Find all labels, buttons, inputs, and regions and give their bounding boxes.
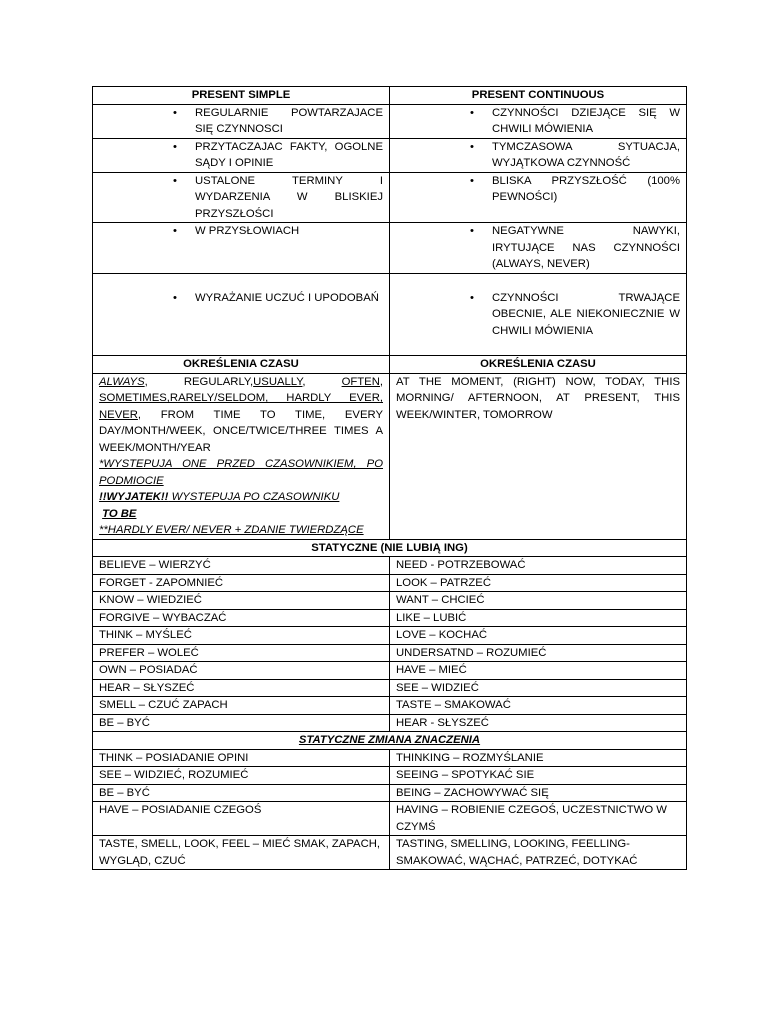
verb-right: LIKE – LUBIĆ xyxy=(390,609,687,627)
verb-left: BE – BYĆ xyxy=(93,714,390,732)
time-expressions-simple xyxy=(93,373,390,539)
bullet-icon: • xyxy=(173,106,177,119)
meaning-change-row xyxy=(93,749,687,767)
bullet-text: BLISKA PRZYSZŁOŚĆ (100% PEWNOŚCI) xyxy=(492,174,680,203)
bullet-icon: • xyxy=(470,291,474,304)
bullet-text: CZYNNOŚCI TRWAJĄCE OBECNIE, ALE NIEKONIECZNIE W CHWILI MÓWIENIA xyxy=(492,291,680,337)
bullet-item xyxy=(99,223,383,240)
stative-row xyxy=(93,714,687,732)
word-never: NEVER xyxy=(99,408,138,421)
bullet-item xyxy=(396,105,680,138)
meaning-change-row xyxy=(93,767,687,785)
bullet-text: USTALONE TERMINY I WYDARZENIA W BLISKIEJ PRZYSZŁOŚCI xyxy=(195,174,383,220)
bullet-item xyxy=(396,290,680,340)
stative-row xyxy=(93,592,687,610)
verb-right: SEEING – SPOTYKAĆ SIE xyxy=(390,767,687,785)
usage-simple xyxy=(93,273,390,356)
bullet-text: WYRAŻANIE UCZUĆ I UPODOBAŃ xyxy=(195,291,379,304)
stative-row xyxy=(93,574,687,592)
verb-right: LOOK – PATRZEĆ xyxy=(390,574,687,592)
stative-row xyxy=(93,644,687,662)
usage-row xyxy=(93,138,687,172)
word-sometimes: SOMETIMES,RARELY/SELDOM, HARDLY EVER, xyxy=(99,392,383,404)
word-often: OFTEN, xyxy=(341,375,383,388)
meaning-change-row xyxy=(93,784,687,802)
usage-continuous xyxy=(390,138,687,172)
verb-right: WANT – CHCIEĆ xyxy=(390,592,687,610)
bullet-item xyxy=(396,173,680,206)
meaning-change-row xyxy=(93,836,687,870)
time-header-row xyxy=(93,356,687,374)
usage-row xyxy=(93,223,687,274)
to-be-line xyxy=(99,506,383,523)
header-row xyxy=(93,87,687,105)
bullet-icon: • xyxy=(470,106,474,119)
bullet-icon: • xyxy=(470,174,474,187)
word-always: ALWAYS xyxy=(99,375,145,388)
meaning-change-row xyxy=(93,802,687,836)
usage-simple xyxy=(93,138,390,172)
verb-right: THINKING – ROZMYŚLANIE xyxy=(390,749,687,767)
verb-right: TASTE – SMAKOWAĆ xyxy=(390,697,687,715)
header-present-continuous: PRESENT CONTINUOUS xyxy=(390,87,687,105)
time-expressions-continuous: AT THE MOMENT, (RIGHT) NOW, TODAY, THIS MORNING/ AFTERNOON, AT PRESENT, THIS WEEK/WINTER, TOMORROW xyxy=(390,373,687,539)
time-expressions-rest: , FROM TIME TO TIME, EVERY DAY/MONTH/WEEK, ONCE/TWICE/THREE TIMES A WEEK/MONTH/YEAR xyxy=(99,408,383,454)
bullet-item xyxy=(396,139,680,172)
bullet-icon: • xyxy=(470,225,474,237)
bullet-icon: • xyxy=(173,140,177,153)
bullet-text: REGULARNIE POWTARZAJACE SIĘ CZYNNOSCI xyxy=(195,106,383,135)
exception-text: WYSTEPUJA PO CZASOWNIKU xyxy=(168,491,340,503)
verb-right: HAVING – ROBIENIE CZEGOŚ, UCZESTNICTWO W CZYMŚ xyxy=(390,802,687,836)
word-usually: USUALLY, xyxy=(253,375,306,388)
word-regularly: , REGULARLY, xyxy=(144,375,254,388)
bullet-item xyxy=(99,105,383,138)
verb-left: FORGET - ZAPOMNIEĆ xyxy=(93,574,390,592)
usage-continuous xyxy=(390,223,687,274)
to-be: TO BE xyxy=(102,507,137,520)
stative-row xyxy=(93,557,687,575)
verb-right: SEE – WIDZIEĆ xyxy=(390,679,687,697)
usage-continuous xyxy=(390,172,687,223)
verb-right: NEED - POTRZEBOWAĆ xyxy=(390,557,687,575)
usage-simple xyxy=(93,172,390,223)
bullet-item xyxy=(99,173,383,223)
verb-right: TASTING, SMELLING, LOOKING, FEELLING- SMAKOWAĆ, WĄCHAĆ, PATRZEĆ, DOTYKAĆ xyxy=(390,836,687,870)
bullet-icon: • xyxy=(173,225,177,237)
verb-left: HEAR – SŁYSZEĆ xyxy=(93,679,390,697)
verb-left: OWN – POSIADAĆ xyxy=(93,662,390,680)
verb-left: KNOW – WIEDZIEĆ xyxy=(93,592,390,610)
verb-left: THINK – MYŚLEĆ xyxy=(93,627,390,645)
time-header-left: OKREŚLENIA CZASU xyxy=(93,356,390,374)
verb-left: SMELL – CZUĆ ZAPACH xyxy=(93,697,390,715)
change-title: STATYCZNE ZMIANA ZNACZENIA xyxy=(93,732,687,750)
bullet-icon: • xyxy=(470,140,474,153)
bullet-icon: • xyxy=(173,291,177,304)
usage-simple xyxy=(93,104,390,138)
verb-right: LOVE – KOCHAĆ xyxy=(390,627,687,645)
bullet-text: TYMCZASOWA SYTUACJA, WYJĄTKOWA CZYNNOŚĆ xyxy=(492,140,680,169)
bullet-text: PRZYTACZAJAC FAKTY, OGOLNE SĄDY I OPINIE xyxy=(195,140,383,169)
exception-note xyxy=(99,489,383,506)
time-expressions-row xyxy=(93,373,687,539)
exception-label: !!WYJATEK!! xyxy=(99,491,169,503)
note-position: *WYSTEPUJA ONE PRZED CZASOWNIKIEM, PO PODMIOCIE xyxy=(99,458,383,487)
stative-row xyxy=(93,609,687,627)
verb-right: HAVE – MIEĆ xyxy=(390,662,687,680)
header-present-simple: PRESENT SIMPLE xyxy=(93,87,390,105)
grammar-table xyxy=(92,86,687,870)
note-hardly-ever: **HARDLY EVER/ NEVER + ZDANIE TWIERDZĄCE xyxy=(99,524,364,536)
usage-continuous xyxy=(390,104,687,138)
verb-left: SEE – WIDZIEĆ, ROZUMIEĆ xyxy=(93,767,390,785)
usage-simple xyxy=(93,223,390,274)
stative-row xyxy=(93,679,687,697)
verb-right: UNDERSATND – ROZUMIEĆ xyxy=(390,644,687,662)
stative-row xyxy=(93,662,687,680)
verb-left: THINK – POSIADANIE OPINI xyxy=(93,749,390,767)
bullet-item xyxy=(99,290,383,307)
usage-row xyxy=(93,273,687,356)
bullet-text: NEGATYWNE NAWYKI, IRYTUJĄCE NAS CZYNNOŚCI (ALWAYS, NEVER) xyxy=(492,225,680,270)
verb-left: TASTE, SMELL, LOOK, FEEL – MIEĆ SMAK, ZAPACH, WYGLĄD, CZUĆ xyxy=(93,836,390,870)
stative-title-row xyxy=(93,539,687,557)
bullet-icon: • xyxy=(173,174,177,187)
stative-row xyxy=(93,697,687,715)
stative-row xyxy=(93,627,687,645)
time-header-right: OKREŚLENIA CZASU xyxy=(390,356,687,374)
verb-left: BELIEVE – WIERZYĆ xyxy=(93,557,390,575)
bullet-text: W PRZYSŁOWIACH xyxy=(195,225,300,237)
change-title-row xyxy=(93,732,687,750)
stative-title: STATYCZNE (NIE LUBIĄ ING) xyxy=(93,539,687,557)
verb-right: HEAR - SŁYSZEĆ xyxy=(390,714,687,732)
usage-row xyxy=(93,172,687,223)
bullet-item xyxy=(396,223,680,273)
verb-left: BE – BYĆ xyxy=(93,784,390,802)
verb-left: FORGIVE – WYBACZAĆ xyxy=(93,609,390,627)
bullet-item xyxy=(99,139,383,172)
verb-left: HAVE – POSIADANIE CZEGOŚ xyxy=(93,802,390,836)
verb-right: BEING – ZACHOWYWAĆ SIĘ xyxy=(390,784,687,802)
usage-row xyxy=(93,104,687,138)
usage-continuous xyxy=(390,273,687,356)
verb-left: PREFER – WOLEĆ xyxy=(93,644,390,662)
bullet-text: CZYNNOŚCI DZIEJĄCE SIĘ W CHWILI MÓWIENIA xyxy=(492,106,680,135)
